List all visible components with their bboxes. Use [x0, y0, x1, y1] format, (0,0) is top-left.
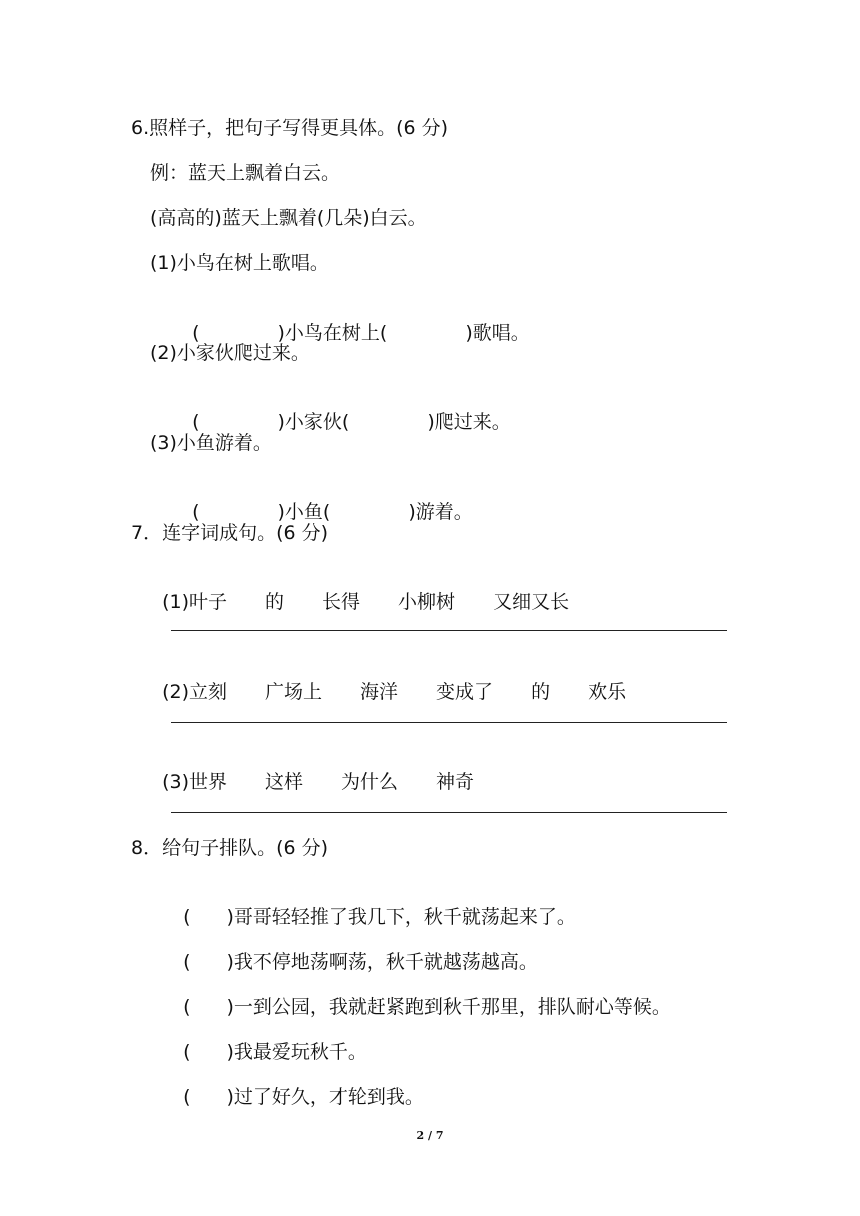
fill-middle: )小家伙( — [277, 411, 350, 433]
word: 欢乐 — [588, 681, 627, 703]
q6-item-prompt: (2)小家伙爬过来。 — [150, 342, 310, 364]
q6-item-prompt: (1)小鸟在树上歌唱。 — [150, 252, 329, 274]
fill-end: )歌唱。 — [465, 322, 530, 344]
q7-word-row — [150, 746, 474, 794]
order-blank-open[interactable]: ( — [183, 996, 191, 1018]
fill-open: ( — [192, 501, 200, 523]
fill-middle: )小鸟在树上( — [277, 322, 388, 344]
q6-example: 例：蓝天上飘着白云。 — [150, 162, 341, 184]
word: 又细又长 — [493, 591, 570, 613]
sentence-text: )哥哥轻轻推了我几下，秋千就荡起来了。 — [226, 906, 576, 928]
page-number: 2 / 7 — [416, 1129, 444, 1142]
q6-item-fill — [180, 386, 511, 434]
fill-open: ( — [192, 411, 200, 433]
order-blank-open[interactable]: ( — [183, 951, 191, 973]
sentence-text: )我最爱玩秋千。 — [226, 1041, 367, 1063]
q8-item — [171, 926, 538, 974]
order-blank-open[interactable]: ( — [183, 1041, 191, 1063]
q8-item — [171, 1061, 424, 1109]
q6-item-fill — [180, 297, 530, 345]
word: 长得 — [322, 591, 361, 613]
q7-title: 7．连字词成句。(6 分) — [131, 522, 329, 544]
q6-title: 6.照样子，把句子写得更具体。(6 分) — [131, 117, 449, 139]
word: 海洋 — [360, 681, 399, 703]
sentence-text: )一到公园，我就赶紧跑到秋千那里，排队耐心等候。 — [226, 996, 671, 1018]
q8-item — [171, 971, 671, 1019]
word: 小柳树 — [398, 591, 456, 613]
word: 神奇 — [436, 771, 475, 793]
q6-item-prompt: (3)小鱼游着。 — [150, 432, 272, 454]
fill-end: )爬过来。 — [427, 411, 511, 433]
q8-item — [171, 1016, 367, 1064]
q7-word-row — [150, 566, 569, 614]
word: (1)叶子 — [162, 591, 228, 613]
word: (3)世界 — [162, 771, 228, 793]
word: 这样 — [265, 771, 304, 793]
sentence-text: )我不停地荡啊荡，秋千就越荡越高。 — [226, 951, 538, 973]
fill-end: )游着。 — [408, 501, 473, 523]
word: 为什么 — [341, 771, 399, 793]
q7-word-row — [150, 656, 626, 704]
sentence-text: )过了好久，才轮到我。 — [226, 1086, 424, 1108]
q8-title: 8．给句子排队。(6 分) — [131, 837, 329, 859]
q6-item-fill — [180, 476, 473, 524]
q8-item — [171, 881, 576, 929]
word: (2)立刻 — [162, 681, 228, 703]
word: 的 — [531, 681, 551, 703]
fill-middle: )小鱼( — [277, 501, 331, 523]
order-blank-open[interactable]: ( — [183, 1086, 191, 1108]
fill-open: ( — [192, 322, 200, 344]
word: 变成了 — [436, 681, 494, 703]
word: 的 — [265, 591, 285, 613]
answer-line[interactable] — [171, 722, 727, 723]
order-blank-open[interactable]: ( — [183, 906, 191, 928]
answer-line[interactable] — [171, 630, 727, 631]
q6-example-answer: (高高的)蓝天上飘着(几朵)白云。 — [150, 207, 427, 229]
answer-line[interactable] — [171, 812, 727, 813]
word: 广场上 — [265, 681, 323, 703]
